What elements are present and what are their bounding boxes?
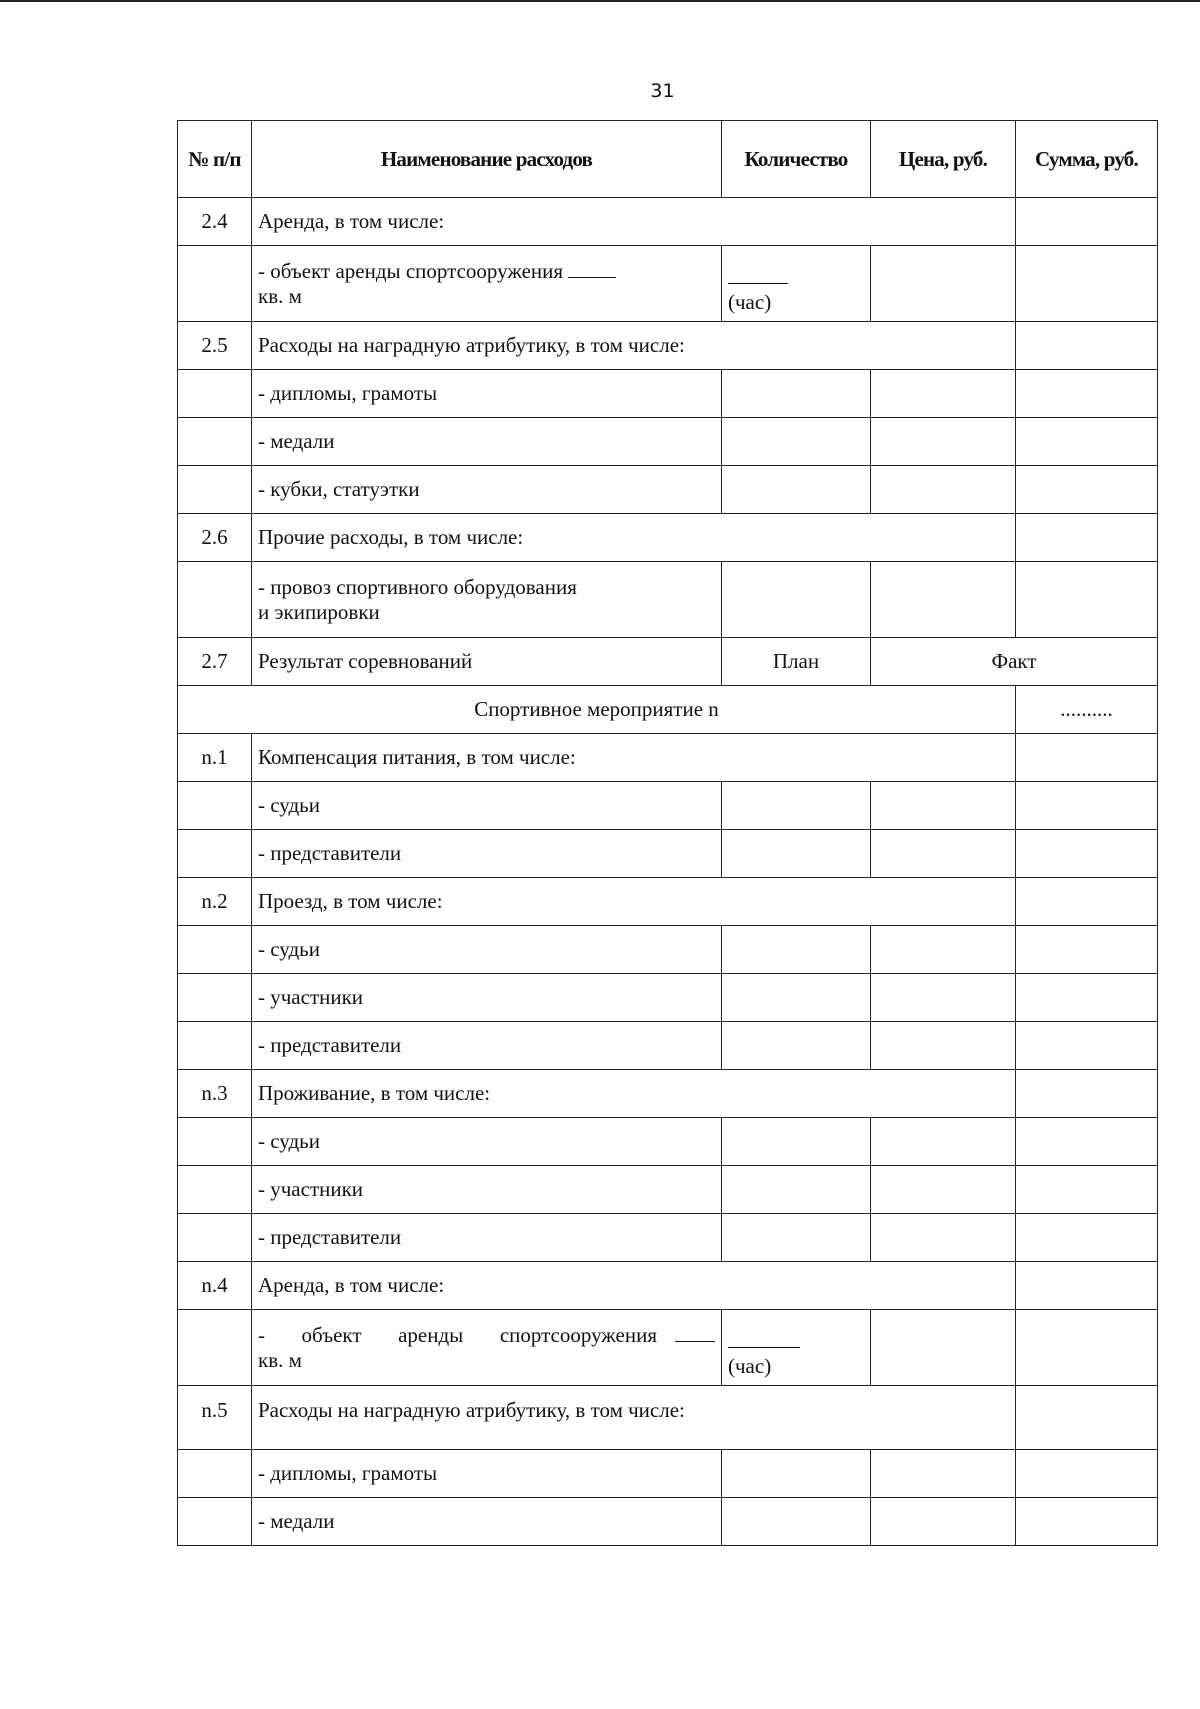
table-row — [178, 246, 1158, 322]
table-row — [178, 734, 1158, 782]
row-name: - дипломы, грамоты — [252, 1450, 722, 1498]
price-cell — [871, 974, 1016, 1022]
table-header-row — [178, 121, 1158, 198]
table-row — [178, 782, 1158, 830]
row-name: - представители — [252, 830, 722, 878]
row-name-line: - объект аренды спортсооружения — [258, 1322, 657, 1347]
row-name: - судьи — [252, 926, 722, 974]
quantity-cell — [722, 926, 871, 974]
num-cell — [178, 466, 252, 514]
sum-cell — [1016, 830, 1158, 878]
row-name: - кубки, статуэтки — [252, 466, 722, 514]
row-num: 2.7 — [178, 638, 252, 686]
price-cell — [871, 1498, 1016, 1546]
price-cell — [871, 466, 1016, 514]
table-row — [178, 878, 1158, 926]
row-num: n.5 — [178, 1386, 252, 1450]
row-name — [252, 246, 722, 322]
sum-cell — [1016, 322, 1158, 370]
sum-cell — [1016, 926, 1158, 974]
quantity-cell — [722, 418, 871, 466]
sum-cell — [1016, 562, 1158, 638]
sum-cell — [1016, 1498, 1158, 1546]
row-name-line: и экипировки — [258, 599, 380, 624]
num-cell — [178, 974, 252, 1022]
event-title: Спортивное мероприятие n — [178, 686, 1016, 734]
row-name: - представители — [252, 1214, 722, 1262]
row-name: - медали — [252, 418, 722, 466]
quantity-unit: (час) — [728, 1354, 772, 1378]
num-cell — [178, 1310, 252, 1386]
row-name: Прочие расходы, в том числе: — [252, 514, 1016, 562]
table-row — [178, 1070, 1158, 1118]
table-row — [178, 1498, 1158, 1546]
row-name-line: - объект аренды спортсооружения — [258, 258, 564, 283]
num-cell — [178, 1214, 252, 1262]
num-cell — [178, 1118, 252, 1166]
quantity-cell — [722, 1450, 871, 1498]
sum-cell — [1016, 1118, 1158, 1166]
quantity-cell — [722, 466, 871, 514]
price-cell — [871, 246, 1016, 322]
row-name: - участники — [252, 1166, 722, 1214]
price-cell — [871, 782, 1016, 830]
sum-cell — [1016, 782, 1158, 830]
quantity-cell — [722, 974, 871, 1022]
quantity-cell — [722, 830, 871, 878]
table-row — [178, 974, 1158, 1022]
row-name: - судьи — [252, 782, 722, 830]
blank-field — [675, 1341, 715, 1342]
row-name: Расходы на наградную атрибутику, в том числе: — [252, 322, 1016, 370]
sum-cell — [1016, 1386, 1158, 1450]
sum-cell — [1016, 1214, 1158, 1262]
table-row — [178, 926, 1158, 974]
blank-field — [728, 283, 788, 284]
price-cell — [871, 1214, 1016, 1262]
sum-cell — [1016, 1166, 1158, 1214]
row-name: - дипломы, грамоты — [252, 370, 722, 418]
quantity-cell — [722, 1022, 871, 1070]
sum-cell — [1016, 1022, 1158, 1070]
header-price: Цена, руб. — [871, 121, 1016, 198]
sum-cell — [1016, 198, 1158, 246]
event-dots: .......... — [1016, 686, 1158, 734]
price-cell — [871, 1450, 1016, 1498]
quantity-cell — [722, 782, 871, 830]
row-num: n.3 — [178, 1070, 252, 1118]
quantity-cell — [722, 1310, 871, 1386]
quantity-cell — [722, 1118, 871, 1166]
row-name: - судьи — [252, 1118, 722, 1166]
quantity-cell — [722, 1498, 871, 1546]
row-name: Компенсация питания, в том числе: — [252, 734, 1016, 782]
num-cell — [178, 562, 252, 638]
price-cell — [871, 1022, 1016, 1070]
sum-cell — [1016, 370, 1158, 418]
table-row — [178, 418, 1158, 466]
row-num: n.2 — [178, 878, 252, 926]
num-cell — [178, 418, 252, 466]
sum-cell — [1016, 1070, 1158, 1118]
row-name: Проживание, в том числе: — [252, 1070, 1016, 1118]
price-cell — [871, 1166, 1016, 1214]
num-cell — [178, 782, 252, 830]
row-name: Аренда, в том числе: — [252, 198, 1016, 246]
table-row — [178, 1262, 1158, 1310]
row-num: 2.5 — [178, 322, 252, 370]
row-num: 2.4 — [178, 198, 252, 246]
expense-table — [177, 120, 1158, 1546]
num-cell — [178, 246, 252, 322]
row-name — [252, 1310, 722, 1386]
sum-cell — [1016, 514, 1158, 562]
table-row — [178, 562, 1158, 638]
num-cell — [178, 830, 252, 878]
table-row — [178, 514, 1158, 562]
blank-field — [568, 277, 616, 278]
row-name: Аренда, в том числе: — [252, 1262, 1016, 1310]
table-row — [178, 198, 1158, 246]
quantity-cell — [722, 562, 871, 638]
sum-cell — [1016, 466, 1158, 514]
sum-cell — [1016, 878, 1158, 926]
row-name: - участники — [252, 974, 722, 1022]
blank-field — [728, 1347, 800, 1348]
table-row — [178, 466, 1158, 514]
table-row — [178, 1310, 1158, 1386]
price-cell — [871, 370, 1016, 418]
sum-cell — [1016, 246, 1158, 322]
table-row — [178, 1166, 1158, 1214]
table-row — [178, 370, 1158, 418]
num-cell — [178, 1166, 252, 1214]
row-name: Проезд, в том числе: — [252, 878, 1016, 926]
table-row — [178, 1450, 1158, 1498]
page-top-edge — [0, 0, 1200, 2]
row-name: - медали — [252, 1498, 722, 1546]
quantity-cell — [722, 1214, 871, 1262]
row-name: Результат соревнований — [252, 638, 722, 686]
price-cell — [871, 1310, 1016, 1386]
table-row — [178, 322, 1158, 370]
row-num: 2.6 — [178, 514, 252, 562]
row-num: n.1 — [178, 734, 252, 782]
price-cell — [871, 562, 1016, 638]
quantity-unit: (час) — [728, 290, 772, 314]
num-cell — [178, 926, 252, 974]
num-cell — [178, 1498, 252, 1546]
row-name-line: кв. м — [258, 1347, 302, 1372]
table-row — [178, 1022, 1158, 1070]
event-section-row — [178, 686, 1158, 734]
sum-cell — [1016, 1262, 1158, 1310]
price-cell — [871, 926, 1016, 974]
row-name-line: - провоз спортивного оборудования — [258, 574, 577, 599]
price-cell — [871, 1118, 1016, 1166]
sum-cell — [1016, 1450, 1158, 1498]
num-cell — [178, 1022, 252, 1070]
header-name: Наименование расходов — [252, 121, 722, 198]
row-name: Расходы на наградную атрибутику, в том числе: — [252, 1386, 1016, 1450]
sum-cell — [1016, 418, 1158, 466]
fact-cell: Факт — [871, 638, 1158, 686]
table-row — [178, 1214, 1158, 1262]
header-num: № п/п — [178, 121, 252, 198]
quantity-cell — [722, 246, 871, 322]
page-number: 31 — [650, 80, 675, 102]
table-row — [178, 1386, 1158, 1450]
row-num: n.4 — [178, 1262, 252, 1310]
table-row — [178, 638, 1158, 686]
header-sum: Сумма, руб. — [1016, 121, 1158, 198]
quantity-cell — [722, 1166, 871, 1214]
plan-cell: План — [722, 638, 871, 686]
header-quantity: Количество — [722, 121, 871, 198]
price-cell — [871, 418, 1016, 466]
quantity-cell — [722, 370, 871, 418]
sum-cell — [1016, 1310, 1158, 1386]
num-cell — [178, 1450, 252, 1498]
row-name — [252, 562, 722, 638]
sum-cell — [1016, 734, 1158, 782]
table-row — [178, 1118, 1158, 1166]
row-name: - представители — [252, 1022, 722, 1070]
sum-cell — [1016, 974, 1158, 1022]
row-name-line: кв. м — [258, 283, 302, 308]
num-cell — [178, 370, 252, 418]
price-cell — [871, 830, 1016, 878]
table-row — [178, 830, 1158, 878]
